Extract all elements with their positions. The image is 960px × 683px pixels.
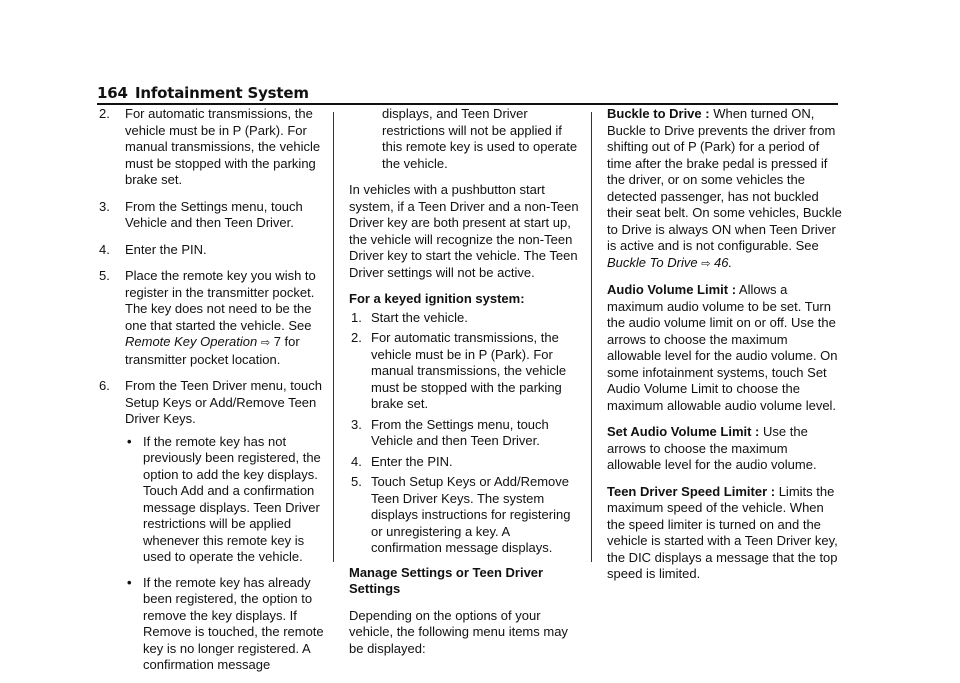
setting-text: Use the arrows to choose the maximum allowable level for the audio volume. [607, 424, 817, 472]
subheading: Manage Settings or Teen Driver Settings [349, 564, 544, 596]
setting-audio-volume-limit [607, 282, 843, 414]
step-text: Enter the PIN. [371, 453, 453, 469]
bullet-list [123, 434, 325, 674]
list-item [99, 106, 325, 189]
page-ref-number[interactable]: 46 [714, 254, 729, 270]
page-number: 164 [97, 84, 128, 102]
paragraph: Depending on the options of your vehicle, the following menu items may be displayed: [349, 607, 568, 656]
step-text: From the Teen Driver menu, touch Setup Keys or Add/Remove Teen Driver Keys. [125, 378, 323, 426]
step-number: 5. [351, 474, 362, 489]
list-item [349, 330, 583, 413]
column-1 [99, 106, 325, 683]
column-divider-1 [333, 112, 334, 562]
page-ref-number[interactable]: 7 [273, 334, 281, 349]
setting-set-audio-volume-limit [607, 424, 843, 474]
column-3 [607, 106, 843, 593]
step-text: Touch Setup Keys or Add/Remove Teen Driver Keys. The system displays instructions for registering or unregistering a key. A confirmation message displays. [371, 474, 571, 555]
list-item [349, 310, 583, 327]
step-number: 4. [351, 453, 362, 469]
paragraph: In vehicles with a pushbutton start system, if a Teen Driver and a non-Teen Driver key are both present at start up, the vehicle will recognize the non-Teen Driver key to start the vehicle. The Teen Driver settings will not be active. [349, 182, 579, 280]
page-ref-arrow-icon: ⇨ [701, 257, 711, 270]
bullet-icon: • [127, 574, 132, 590]
bullet-text: If the remote key has not previously been registered, the option to add the key displays. Touch Add and a confirmation message displays. Teen Driver restrictions will be applied whenever this remote key is used to operate the vehicle. [143, 433, 321, 564]
step-text: For automatic transmissions, the vehicle must be in P (Park). For manual transmissions, the vehicle must be stopped with the parking brake set. [125, 106, 321, 187]
step-number: 2. [351, 330, 362, 345]
step-number: 4. [99, 241, 110, 257]
step-number: 3. [99, 198, 110, 214]
setting-teen-driver-speed-limiter [607, 484, 843, 583]
setting-label: Buckle to Drive : [607, 106, 710, 121]
step-number: 2. [99, 106, 110, 121]
bullet-icon: • [127, 433, 132, 449]
step-text: From the Settings menu, touch Vehicle and then Teen Driver. [125, 198, 303, 230]
setting-label: Set Audio Volume Limit : [607, 424, 760, 439]
header-rule [97, 103, 838, 105]
step-text: for transmitter pocket location. [125, 334, 300, 367]
list-item [349, 454, 583, 471]
bullet-item [123, 575, 325, 674]
bullet-text: If the remote key has already been registered, the option to remove the key displays. If Remove is touched, the remote key is no longer registered. A confirmation message [143, 574, 324, 672]
section-title: Infotainment System [135, 84, 309, 102]
setting-text: Allows a maximum audio volume to be set. Turn the audio volume limit on or off. Use the arrows to choose the maximum allowable level for the audio volume. On some infotainment systems, touch Set Audio Volume Limit to choose the maximum allowable audio volume level. [607, 282, 838, 413]
step-number: 6. [99, 378, 110, 393]
step-text: Enter the PIN. [125, 241, 207, 257]
setting-buckle-to-drive [607, 106, 843, 272]
page-ref-arrow-icon: ⇨ [260, 337, 271, 349]
list-item [349, 474, 583, 557]
cross-reference-link[interactable]: Buckle To Drive [607, 254, 698, 270]
list-item [99, 198, 325, 232]
list-item [349, 417, 583, 450]
column-divider-2 [591, 112, 592, 562]
column-2 [349, 106, 583, 667]
list-item [99, 268, 325, 368]
step-text: From the Settings menu, touch Vehicle and then Teen Driver. [371, 416, 549, 448]
setting-label: Audio Volume Limit : [607, 282, 737, 297]
setting-text: When turned ON, Buckle to Drive prevents the driver from shifting out of P (Park) for a period of time after the brake pedal is pressed if the driver, or on some vehicles the detected passenger, has not buckled their seat belt. On some vehicles, Buckle to Drive is always ON when Teen Driver is active and is not configurable. See [607, 106, 842, 253]
step-text: For automatic transmissions, the vehicle must be in P (Park). For manual transmissions, the vehicle must be stopped with the parking brake set. [371, 330, 567, 411]
list-item [99, 241, 325, 259]
cross-reference-link[interactable]: Remote Key Operation [125, 334, 258, 349]
step-number: 1. [351, 309, 362, 325]
setting-label: Teen Driver Speed Limiter : [607, 483, 776, 499]
subheading: For a keyed ignition system: [349, 291, 525, 306]
step-text: Start the vehicle. [371, 309, 468, 325]
step-number: 5. [99, 268, 110, 283]
bullet-item [123, 434, 325, 566]
continued-text: displays, and Teen Driver restrictions will not be applied if this remote key is used to operate the vehicle. [382, 106, 578, 171]
setting-text: . [728, 254, 733, 270]
step-text: Place the remote key you wish to register in the transmitter pocket. The key does not need to be the one that started the vehicle. See [125, 268, 316, 333]
list-item [99, 378, 325, 428]
page-header [97, 84, 309, 102]
step-number: 3. [351, 416, 362, 432]
setting-text: Limits the maximum speed of the vehicle. When the speed limiter is turned on and the vehicle is started with a Teen Driver key, the DIC displays a message that the top speed is limited. [607, 483, 838, 581]
